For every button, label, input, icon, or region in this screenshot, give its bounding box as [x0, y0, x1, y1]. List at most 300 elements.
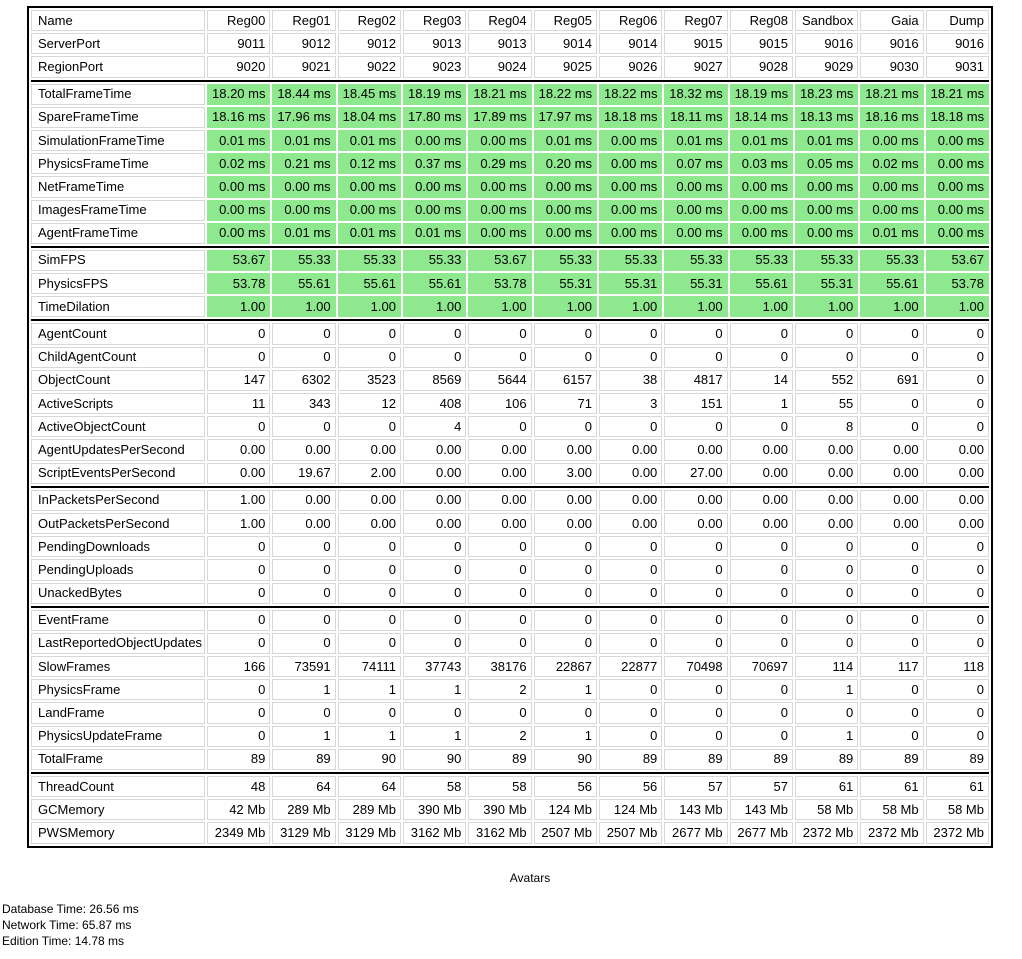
table-cell: 53.78 [207, 273, 270, 294]
table-cell: 0.00 [860, 439, 923, 460]
table-cell: 89 [860, 749, 923, 770]
table-row [31, 559, 989, 580]
table-cell: 27.00 [664, 463, 727, 484]
stats-table [27, 6, 993, 848]
table-cell: 0.00 [860, 463, 923, 484]
table-cell: 9012 [272, 33, 335, 54]
table-cell: 0.00 ms [468, 200, 531, 221]
table-cell: 0 [207, 726, 270, 747]
table-cell: 0 [795, 347, 858, 368]
table-cell: 390 Mb [468, 799, 531, 820]
table-cell: 55.33 [730, 250, 793, 271]
table-cell: 70697 [730, 656, 793, 677]
table-cell: 18.22 ms [599, 84, 662, 105]
table-cell: 0 [730, 679, 793, 700]
table-cell: 0 [795, 610, 858, 631]
table-cell: 0.00 [795, 513, 858, 534]
table-cell: 0 [860, 610, 923, 631]
table-cell: 0 [926, 393, 989, 414]
table-cell: 64 [338, 776, 401, 797]
table-cell: 0.01 ms [795, 130, 858, 151]
table-cell: 74111 [338, 656, 401, 677]
row-label: SpareFrameTime [31, 107, 205, 128]
table-cell: 8569 [403, 370, 466, 391]
table-cell: 0 [860, 633, 923, 654]
table-cell: 0.00 [468, 513, 531, 534]
table-cell: 9030 [860, 56, 923, 77]
table-cell: 2677 Mb [730, 822, 793, 843]
table-cell: 1.00 [926, 296, 989, 317]
table-cell: 37743 [403, 656, 466, 677]
table-cell: 0.00 ms [338, 176, 401, 197]
table-cell: 3162 Mb [403, 822, 466, 843]
table-cell: 0.00 ms [860, 200, 923, 221]
table-cell: 0.00 ms [860, 130, 923, 151]
table-cell: 0.00 ms [730, 200, 793, 221]
table-cell: 0.00 [207, 439, 270, 460]
table-cell: 0.00 [403, 439, 466, 460]
table-cell: 42 Mb [207, 799, 270, 820]
table-cell: 0 [599, 559, 662, 580]
table-cell: 9012 [338, 33, 401, 54]
table-cell: 2372 Mb [926, 822, 989, 843]
column-header: Reg02 [338, 10, 401, 31]
table-cell: 9016 [795, 33, 858, 54]
table-cell: 4 [403, 416, 466, 437]
table-cell: 0.00 ms [468, 130, 531, 151]
table-cell: 90 [403, 749, 466, 770]
row-label: InPacketsPerSecond [31, 490, 205, 511]
table-row [31, 702, 989, 723]
row-label: PWSMemory [31, 822, 205, 843]
table-cell: 58 Mb [795, 799, 858, 820]
table-cell: 55.33 [534, 250, 597, 271]
table-cell: 0.00 [468, 463, 531, 484]
table-cell: 9014 [534, 33, 597, 54]
table-cell: 0 [860, 323, 923, 344]
table-cell: 18.22 ms [534, 84, 597, 105]
table-cell: 0 [338, 536, 401, 557]
row-label: RegionPort [31, 56, 205, 77]
table-cell: 0 [860, 583, 923, 604]
table-cell: 9014 [599, 33, 662, 54]
table-cell: 0.00 [664, 439, 727, 460]
table-cell: 0 [730, 536, 793, 557]
table-cell: 0 [599, 536, 662, 557]
table-cell: 0.00 ms [926, 200, 989, 221]
table-cell: 0 [207, 416, 270, 437]
row-label: TimeDilation [31, 296, 205, 317]
table-row [31, 726, 989, 747]
table-row [31, 273, 989, 294]
table-cell: 1.00 [795, 296, 858, 317]
row-label: ServerPort [31, 33, 205, 54]
separator-line [31, 80, 989, 82]
table-cell: 0 [664, 633, 727, 654]
table-cell: 0.01 ms [403, 223, 466, 244]
table-cell: 0.00 [338, 439, 401, 460]
table-cell: 9026 [599, 56, 662, 77]
table-cell: 0.00 ms [403, 176, 466, 197]
table-cell: 14 [730, 370, 793, 391]
table-cell: 0 [338, 323, 401, 344]
table-cell: 22867 [534, 656, 597, 677]
table-cell: 0 [926, 679, 989, 700]
table-cell: 0.00 [468, 439, 531, 460]
table-cell: 166 [207, 656, 270, 677]
table-cell: 0 [664, 679, 727, 700]
row-label: PhysicsUpdateFrame [31, 726, 205, 747]
name-header: Name [31, 10, 205, 31]
table-cell: 0 [403, 583, 466, 604]
table-cell: 8 [795, 416, 858, 437]
table-cell: 3523 [338, 370, 401, 391]
row-label: PhysicsFPS [31, 273, 205, 294]
table-cell: 6302 [272, 370, 335, 391]
table-cell: 0.00 [534, 439, 597, 460]
table-cell: 0 [468, 559, 531, 580]
table-row [31, 250, 989, 271]
table-cell: 1.00 [534, 296, 597, 317]
table-cell: 0.00 [403, 463, 466, 484]
table-cell: 289 Mb [272, 799, 335, 820]
table-cell: 0.02 ms [207, 153, 270, 174]
table-cell: 89 [664, 749, 727, 770]
table-cell: 55 [795, 393, 858, 414]
table-cell: 0 [860, 559, 923, 580]
table-cell: 0 [468, 347, 531, 368]
row-label: ThreadCount [31, 776, 205, 797]
table-cell: 9025 [534, 56, 597, 77]
table-cell: 18.21 ms [860, 84, 923, 105]
table-cell: 289 Mb [338, 799, 401, 820]
network-time: Network Time: 65.87 ms [2, 918, 132, 932]
separator-line [31, 772, 989, 774]
table-cell: 0 [599, 583, 662, 604]
separator-line [31, 319, 989, 321]
row-label: PhysicsFrameTime [31, 153, 205, 174]
header-row [31, 10, 989, 31]
table-cell: 0.00 [730, 513, 793, 534]
table-cell: 0 [207, 323, 270, 344]
table-cell: 18.11 ms [664, 107, 727, 128]
table-cell: 89 [730, 749, 793, 770]
table-cell: 0 [730, 583, 793, 604]
table-cell: 0.00 ms [599, 130, 662, 151]
table-cell: 0 [599, 702, 662, 723]
table-cell: 0.00 [795, 490, 858, 511]
table-cell: 0 [403, 633, 466, 654]
table-cell: 0 [795, 323, 858, 344]
table-cell: 0 [338, 416, 401, 437]
table-cell: 0.00 ms [664, 176, 727, 197]
table-cell: 0.01 ms [534, 130, 597, 151]
table-row [31, 799, 989, 820]
row-label: PhysicsFrame [31, 679, 205, 700]
table-cell: 0.00 [403, 513, 466, 534]
table-cell: 55.33 [860, 250, 923, 271]
table-row [31, 323, 989, 344]
table-row [31, 513, 989, 534]
row-label: AgentCount [31, 323, 205, 344]
table-cell: 0 [207, 610, 270, 631]
row-label: ActiveObjectCount [31, 416, 205, 437]
table-cell: 0 [534, 610, 597, 631]
table-cell: 117 [860, 656, 923, 677]
table-cell: 0 [338, 559, 401, 580]
table-cell: 0 [403, 347, 466, 368]
table-cell: 0.01 ms [664, 130, 727, 151]
table-cell: 0 [207, 702, 270, 723]
table-cell: 0.00 [599, 463, 662, 484]
table-cell: 55.61 [860, 273, 923, 294]
table-cell: 5644 [468, 370, 531, 391]
table-cell: 1.00 [338, 296, 401, 317]
table-cell: 0 [534, 536, 597, 557]
table-cell: 0 [730, 347, 793, 368]
table-cell: 0 [534, 416, 597, 437]
table-cell: 0.00 ms [599, 223, 662, 244]
table-row [31, 583, 989, 604]
table-cell: 0 [599, 323, 662, 344]
column-header: Reg07 [664, 10, 727, 31]
table-cell: 0 [468, 416, 531, 437]
column-header: Reg05 [534, 10, 597, 31]
row-label: NetFrameTime [31, 176, 205, 197]
table-cell: 143 Mb [730, 799, 793, 820]
table-cell: 0 [338, 583, 401, 604]
table-row [31, 749, 989, 770]
group-separator [31, 606, 989, 608]
table-cell: 0 [272, 702, 335, 723]
table-row [31, 416, 989, 437]
table-cell: 0 [207, 559, 270, 580]
table-cell: 0 [272, 610, 335, 631]
table-cell: 53.67 [468, 250, 531, 271]
row-label: EventFrame [31, 610, 205, 631]
table-cell: 0 [730, 702, 793, 723]
table-cell: 9016 [860, 33, 923, 54]
table-cell: 55.33 [795, 250, 858, 271]
table-cell: 90 [534, 749, 597, 770]
table-cell: 0.00 ms [403, 200, 466, 221]
table-cell: 55.31 [599, 273, 662, 294]
table-row [31, 153, 989, 174]
table-cell: 0 [730, 323, 793, 344]
table-cell: 0.03 ms [730, 153, 793, 174]
column-header: Reg03 [403, 10, 466, 31]
table-cell: 58 Mb [860, 799, 923, 820]
table-cell: 18.19 ms [403, 84, 466, 105]
row-label: LastReportedObjectUpdates [31, 633, 205, 654]
table-cell: 0 [926, 559, 989, 580]
edition-time: Edition Time: 14.78 ms [2, 934, 125, 948]
table-cell: 2349 Mb [207, 822, 270, 843]
table-cell: 0 [207, 347, 270, 368]
table-cell: 18.19 ms [730, 84, 793, 105]
column-header: Gaia [860, 10, 923, 31]
table-cell: 9027 [664, 56, 727, 77]
table-cell: 2372 Mb [795, 822, 858, 843]
table-cell: 0 [795, 702, 858, 723]
table-cell: 0 [730, 559, 793, 580]
table-row [31, 56, 989, 77]
table-cell: 53.78 [468, 273, 531, 294]
table-cell: 9013 [403, 33, 466, 54]
table-cell: 55.33 [338, 250, 401, 271]
table-cell: 0 [599, 416, 662, 437]
table-cell: 0 [338, 347, 401, 368]
table-cell: 0 [403, 559, 466, 580]
table-cell: 0.00 ms [926, 223, 989, 244]
table-cell: 0.37 ms [403, 153, 466, 174]
table-cell: 0.00 [599, 439, 662, 460]
table-cell: 0 [468, 583, 531, 604]
table-cell: 0.00 [730, 490, 793, 511]
table-cell: 0.00 ms [338, 200, 401, 221]
table-cell: 0.00 ms [403, 130, 466, 151]
table-cell: 0.00 ms [207, 200, 270, 221]
table-cell: 0.02 ms [860, 153, 923, 174]
table-cell: 0.00 ms [599, 200, 662, 221]
table-cell: 0.00 ms [599, 176, 662, 197]
table-cell: 0 [207, 679, 270, 700]
table-cell: 17.89 ms [468, 107, 531, 128]
avatars-title: Avatars [509, 871, 551, 885]
table-row [31, 223, 989, 244]
table-cell: 18.16 ms [207, 107, 270, 128]
table-cell: 0 [272, 559, 335, 580]
table-cell: 0.12 ms [338, 153, 401, 174]
table-row [31, 490, 989, 511]
table-cell: 1.00 [599, 296, 662, 317]
table-cell: 0 [926, 726, 989, 747]
table-cell: 9013 [468, 33, 531, 54]
table-cell: 1 [338, 679, 401, 700]
table-cell: 0 [860, 416, 923, 437]
table-cell: 0.01 ms [272, 130, 335, 151]
table-cell: 18.14 ms [730, 107, 793, 128]
table-cell: 0 [664, 416, 727, 437]
row-label: AgentFrameTime [31, 223, 205, 244]
table-cell: 1 [403, 679, 466, 700]
table-cell: 1.00 [403, 296, 466, 317]
table-cell: 0.00 [926, 490, 989, 511]
table-cell: 2372 Mb [860, 822, 923, 843]
table-cell: 0 [403, 536, 466, 557]
table-cell: 0 [534, 323, 597, 344]
table-cell: 55.61 [403, 273, 466, 294]
table-cell: 1 [534, 726, 597, 747]
table-row [31, 393, 989, 414]
table-cell: 56 [599, 776, 662, 797]
table-cell: 0 [860, 536, 923, 557]
separator-line [31, 486, 989, 488]
table-cell: 0 [207, 633, 270, 654]
table-cell: 3129 Mb [272, 822, 335, 843]
table-cell: 9028 [730, 56, 793, 77]
row-label: TotalFrame [31, 749, 205, 770]
table-cell: 61 [926, 776, 989, 797]
table-row [31, 130, 989, 151]
row-label: LandFrame [31, 702, 205, 723]
table-cell: 1 [795, 726, 858, 747]
table-cell: 552 [795, 370, 858, 391]
table-cell: 89 [599, 749, 662, 770]
table-cell: 0.01 ms [860, 223, 923, 244]
table-cell: 0 [403, 610, 466, 631]
table-cell: 0 [860, 679, 923, 700]
table-cell: 0 [860, 702, 923, 723]
table-cell: 0.00 ms [599, 153, 662, 174]
table-cell: 0.00 [207, 463, 270, 484]
table-cell: 0 [860, 347, 923, 368]
table-row [31, 107, 989, 128]
table-cell: 1.00 [207, 513, 270, 534]
table-cell: 0 [795, 536, 858, 557]
table-cell: 0 [272, 416, 335, 437]
table-cell: 89 [207, 749, 270, 770]
table-cell: 56 [534, 776, 597, 797]
group-separator [31, 772, 989, 774]
table-cell: 0.00 ms [664, 200, 727, 221]
table-cell: 57 [664, 776, 727, 797]
table-cell: 0 [403, 702, 466, 723]
table-cell: 1 [403, 726, 466, 747]
table-cell: 124 Mb [534, 799, 597, 820]
row-label: PendingDownloads [31, 536, 205, 557]
table-cell: 3162 Mb [468, 822, 531, 843]
table-cell: 0 [795, 633, 858, 654]
table-cell: 22877 [599, 656, 662, 677]
table-cell: 0.00 [468, 490, 531, 511]
table-row [31, 439, 989, 460]
table-cell: 18.23 ms [795, 84, 858, 105]
table-cell: 89 [272, 749, 335, 770]
table-cell: 0.00 [795, 463, 858, 484]
table-cell: 0.05 ms [795, 153, 858, 174]
table-cell: 57 [730, 776, 793, 797]
table-cell: 73591 [272, 656, 335, 677]
row-label: SlowFrames [31, 656, 205, 677]
table-cell: 53.78 [926, 273, 989, 294]
table-cell: 90 [338, 749, 401, 770]
table-cell: 18.21 ms [926, 84, 989, 105]
row-label: ScriptEventsPerSecond [31, 463, 205, 484]
table-cell: 18.32 ms [664, 84, 727, 105]
table-cell: 0.00 [926, 513, 989, 534]
table-row [31, 84, 989, 105]
table-cell: 1.00 [860, 296, 923, 317]
table-cell: 0.00 ms [664, 223, 727, 244]
table-cell: 0.00 ms [468, 176, 531, 197]
table-cell: 0 [534, 702, 597, 723]
table-cell: 0 [860, 726, 923, 747]
table-cell: 2507 Mb [599, 822, 662, 843]
table-cell: 0.00 ms [272, 200, 335, 221]
table-cell: 89 [795, 749, 858, 770]
table-cell: 0.00 ms [926, 176, 989, 197]
table-cell: 12 [338, 393, 401, 414]
table-cell: 0 [468, 702, 531, 723]
table-cell: 18.18 ms [599, 107, 662, 128]
table-cell: 55.61 [730, 273, 793, 294]
table-cell: 9022 [338, 56, 401, 77]
table-cell: 2507 Mb [534, 822, 597, 843]
row-label: ImagesFrameTime [31, 200, 205, 221]
table-cell: 58 Mb [926, 799, 989, 820]
group-separator [31, 319, 989, 321]
